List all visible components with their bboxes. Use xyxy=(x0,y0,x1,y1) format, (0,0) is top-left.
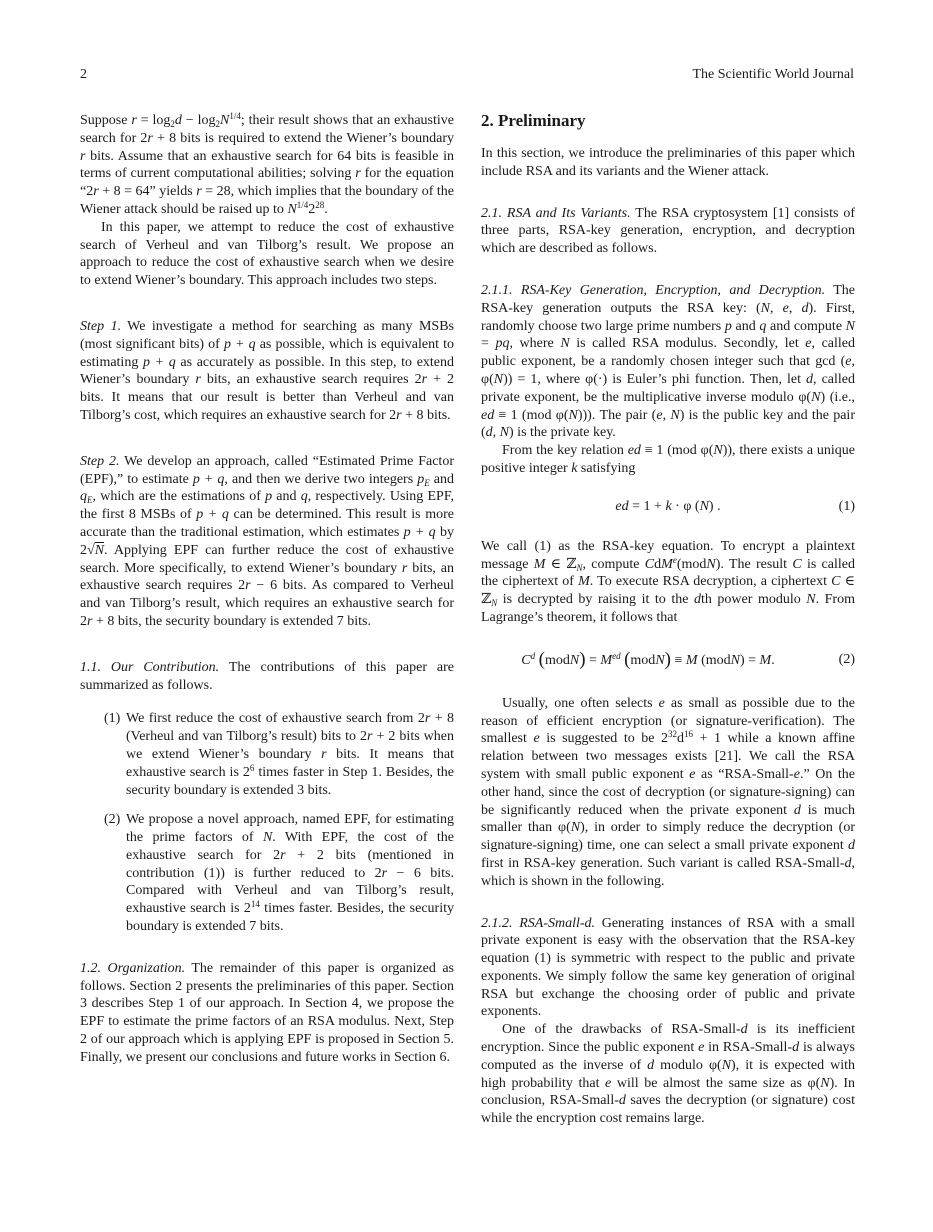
contribution-paragraph: 1.1. Our Contribution. The contributions of this paper are summarized as follows. xyxy=(80,659,454,693)
encryption-paragraph: We call (1) as the RSA-key equation. To encrypt a plaintext message M ∈ ℤ$_N$, compute CdM$^e$(modN). The result C is called the ciphertext of M. To execute RSA decryption, a ciphertext C ∈ ℤ$_N$ is decrypted by raising it to the dth power modulo N. From Lagrange’s theorem, it follows that xyxy=(481,538,855,625)
drawback-paragraph: One of the drawbacks of RSA-Small-d is its inefficient encryption. Since the public exponent e in RSA-Small-d is always computed as the inverse of d modulo φ(N), it is expected with high probability that e will be almost the same size as φ(N). In conclusion, RSA-Small-d saves the decryption (or signature) cost while the encryption cost remains large. xyxy=(481,1022,856,1127)
subsection-2-1-heading: 2.1. RSA and Its Variants. xyxy=(481,205,631,221)
organization-paragraph: 1.2. Organization. The remainder of this paper is organized as follows. Section 2 presents the preliminaries of this paper. Section 3 describes Step 1 of our approach. In Section 4, we propose the EPF to estimate the prime factors of an RSA modulus. Next, Step 2 of our approach which is applying EPF is proposed in Section 5. Finally, we present our conclusions and future works in Section 6. xyxy=(80,960,455,1065)
page-number: 2 xyxy=(80,67,87,82)
organization-heading: 1.2. Organization. xyxy=(80,960,186,976)
intro-paragraph-1: Suppose $r = \log_2d - \log_2N^{1/4}$; their result shows that an exhaustive search for 2r + 8 bits is required to extend the Wiener’s boundary r bits. Assume that an exhaustive search for 64 bits is feasible in terms of current computational abilities; solving r for the equation “2r + 8 = 64” yields r = 28, which implies that the boundary of the Wiener attack should be raised up to $N^{1/4}2^{28}$. xyxy=(80,111,455,217)
step-2-label: Step 2. xyxy=(80,453,120,469)
section-intro: In this section, we introduce the preliminaries of this paper which include RSA and its variants and the Wiener attack. xyxy=(481,146,855,179)
small-e-paragraph: Usually, one often selects e as small as possible due to the reason of efficient encryption (or signature-verification). The smallest e is suggested to be $2^{32}d^{16} + 1$ while a known affine relation between two messages exists [21]. We call the RSA system with small public exponent e as “RSA-Small-e.” On the other hand, since the cost of decryption (or signature-signing) can be significantly reduced when the private exponent d is much smaller than φ(N), in order to simply reduce the decryption (or signature-signing) time, one can select a small private exponent d first in RSA-key generation. Such variant is called RSA-Small-d, which is shown in the following. xyxy=(481,695,856,889)
subsection-2-1-1: 2.1.1. RSA-Key Generation, Encryption, and Decryption. The RSA-key generation outputs the RSA key: (N, e, d). First, randomly choose two large prime numbers p and q and compute N = pq, where N is called RSA modulus. Secondly, let e, called public exponent, be a randomly chosen integer such that gcd (e, φ(N)) = 1, where φ(·) is Euler’s phi function. Then, let d, called private exponent, be the multiplicative inverse modulo φ(N) (i.e., ed ≡ 1 (mod φ(N))). The pair (e, N) is the public key and the pair (d, N) is the private key. xyxy=(481,282,856,441)
key-relation-paragraph: From the key relation ed ≡ 1 (mod φ(N)), there exists a unique positive integer k satisfying xyxy=(481,443,855,476)
contribution-heading: 1.1. Our Contribution. xyxy=(80,659,220,675)
step-1-label: Step 1. xyxy=(80,318,122,334)
equation-number: (2) xyxy=(838,651,855,667)
right-column xyxy=(481,112,855,1128)
subsection-2-1-2: 2.1.2. RSA-Small-d. Generating instances of RSA with a small private exponent is easy with the observation that the RSA-key equation (1) is symmetric with respect to the public and private exponents. We simply follow the same key generation of original RSA but exchange the choosing order of public and private exponents. xyxy=(481,915,855,1020)
section-title: 2. Preliminary xyxy=(481,111,586,130)
contribution-list xyxy=(80,710,454,936)
subsection-2-1-2-heading: 2.1.2. RSA-Small-d. xyxy=(481,915,596,931)
equation-1: ed = 1 + k · φ (N) . (1) xyxy=(615,498,855,514)
list-item: (1) We first reduce the cost of exhaustive search from 2r + 8 (Verheul and van Tilborg’s result) bits to 2r + 2 bits when we extend Wiener’s boundary r bits. It means that exhaustive search is $2^6$ times faster in Step 1. Besides, the security boundary is extended 3 bits. xyxy=(104,711,455,798)
subsection-2-1: 2.1. RSA and Its Variants. The RSA cryptosystem [1] consists of three parts, RSA-key generation, encryption, and decryption which are described as follows. xyxy=(481,205,856,257)
journal-title: The Scientific World Journal xyxy=(692,67,854,82)
subsection-2-1-1-heading: 2.1.1. RSA-Key Generation, Encryption, and Decryption. xyxy=(481,282,826,298)
list-item: (2) We propose a novel approach, named EPF, for estimating the prime factors of N. With EPF, the cost of the exhaustive search for 2r + 2 bits (mentioned in contribution (1)) is further reduced to 2r − 6 bits. Compared with Verheul and van Tilborg’s result, exhaustive search is $2^{14}$ times faster. Besides, the security boundary is extended 7 bits. xyxy=(104,812,455,935)
equation-2: $C^d$ (modN) = $M^{ed}$ (modN) ≡ M (modN) = M. (2) xyxy=(521,648,855,670)
step-2-paragraph: Step 2. We develop an approach, called “Estimated Prime Factor (EPF),” to estimate p + q, and then we derive two integers $p_E$ and $q_E$, which are the estimations of p and q, respectively. Using EPF, the first 8 MSBs of p + q can be determined. This result is more accurate than the traditional estimation, which estimates p + q by 2√N. Applying EPF can further reduce the cost of exhaustive search. More specifically, to extend Wiener’s boundary r bits, an exhaustive search requires 2r − 6 bits. As compared to Verheul and van Tilborg’s result, which requires an exhaustive search for 2r + 8 bits, the security boundary is extended 7 bits. xyxy=(80,453,454,629)
equation-number: (1) xyxy=(838,498,855,514)
intro-paragraph-2: In this paper, we attempt to reduce the cost of exhaustive search of Verheul and van Tilborg’s result. We propose an approach to reduce the cost of exhaustive search when we desire to extend Wiener’s boundary. This approach includes two steps. xyxy=(80,219,454,289)
sqrt-n: √N xyxy=(87,542,105,558)
left-column xyxy=(80,112,454,1067)
step-1-paragraph: Step 1. We investigate a method for searching as many MSBs (most significant bits) of p + q as possible, which is equivalent to estimating p + q as accurately as possible. In this step, to extend Wiener’s boundary r bits, an exhaustive search requires 2r + 2 bits. It means that our result is better than Verheul and van Tilborg’s cost, which requires an exhaustive search for 2r + 8 bits. xyxy=(80,318,455,423)
